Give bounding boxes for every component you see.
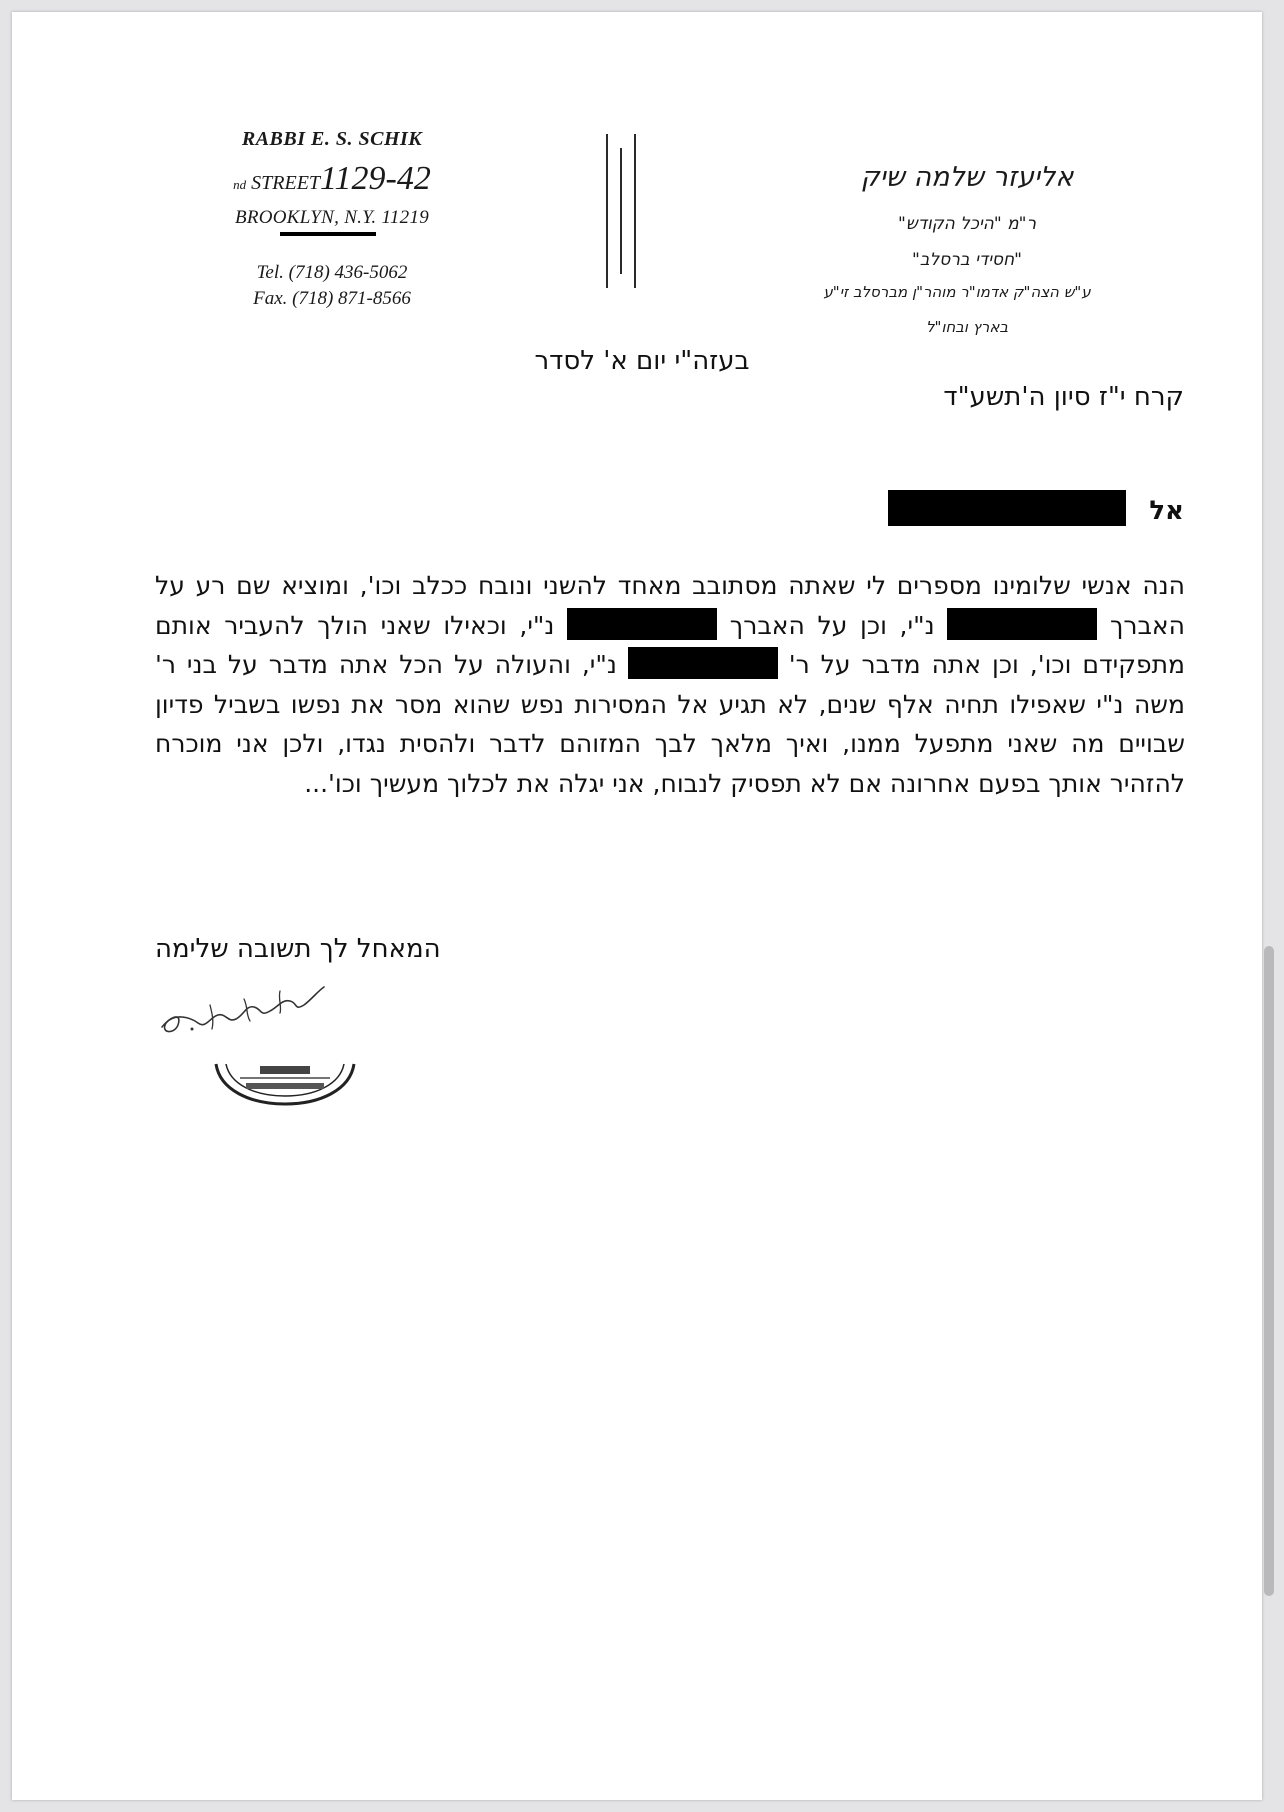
divider-line bbox=[620, 148, 622, 274]
city-underline-bar bbox=[280, 232, 376, 236]
redacted-addressee bbox=[888, 490, 1126, 526]
letterhead-city: BROOKLYN, N.Y. 11219 bbox=[234, 207, 430, 228]
letter-closing: המאחל לך תשובה שלימה bbox=[155, 934, 441, 964]
scrollbar[interactable] bbox=[1264, 946, 1274, 1596]
letter-opening: בעזה"י יום א' לסדר bbox=[534, 346, 750, 376]
letterhead-name-he: אליעזר שלמה שיק bbox=[860, 162, 1074, 193]
body-text-part: נ"י, וכן על האברך bbox=[729, 610, 935, 640]
stamp-seal bbox=[210, 1060, 360, 1108]
letterhead-fax: Fax. (718) 871-8566 bbox=[253, 288, 411, 309]
rabbinical-stamp bbox=[210, 1060, 360, 1108]
body-text-part: נ"י, וכאילו שאני הולך להעביר אותם מתפקידם וכו', וכן אתה מדבר על ר' bbox=[155, 610, 1185, 679]
body-text-part: הנה אנשי שלומינו מספרים לי שאתה מסתובב מאחד להשני ונובח ככלב וכו', ומוציא שם רע על האברך bbox=[155, 571, 1185, 640]
letterhead-street bbox=[207, 160, 457, 198]
divider-line bbox=[606, 134, 608, 288]
addressee-label: אל bbox=[1149, 496, 1184, 526]
handwritten-signature bbox=[152, 977, 332, 1047]
letter-body bbox=[155, 566, 1185, 803]
redacted-name bbox=[947, 608, 1097, 640]
letterhead-group-he: "חסידי ברסלב" bbox=[911, 250, 1022, 270]
letterhead-tel: Tel. (718) 436-5062 bbox=[256, 262, 408, 283]
letterhead-title-he: ר"מ "היכל הקודש" bbox=[897, 214, 1037, 234]
street-word: STREET bbox=[251, 172, 321, 194]
street-suffix: nd bbox=[233, 177, 247, 192]
redacted-name bbox=[628, 647, 778, 679]
letterhead-name-en: RABBI E. S. SCHIK bbox=[241, 128, 423, 150]
body-text-part: נ"י, והעולה על הכל אתה מדבר על בני ר' משה נ"י שאפילו תחיה אלף שנים, לא תגיע אל המסירות נפש שהוא מסר את נפשו בשביל פדיון שבויים מה שאני מתפעל ממנו, ואיך מלאך לבך המזוהם לדבר ולהסית נגדו, ולכן אני מוכרח להזהיר אותך בפעם אחרונה אם לא תפסיק לנבוח, אני יגלה את לכלוך מעשיך וכו'... bbox=[155, 650, 1185, 798]
letterhead-institution-he: ע"ש הצה"ק אדמו"ר מוהר"ן מברסלב זי"ע bbox=[823, 283, 1091, 301]
divider-line bbox=[634, 134, 636, 288]
letter-page bbox=[12, 12, 1262, 1800]
letter-date: קרח י"ז סיון ה'תשע"ד bbox=[943, 382, 1184, 412]
street-number: 1129-42 bbox=[320, 160, 431, 197]
redacted-name bbox=[567, 608, 717, 640]
letterhead-region-he: בארץ ובחו"ל bbox=[925, 318, 1009, 336]
